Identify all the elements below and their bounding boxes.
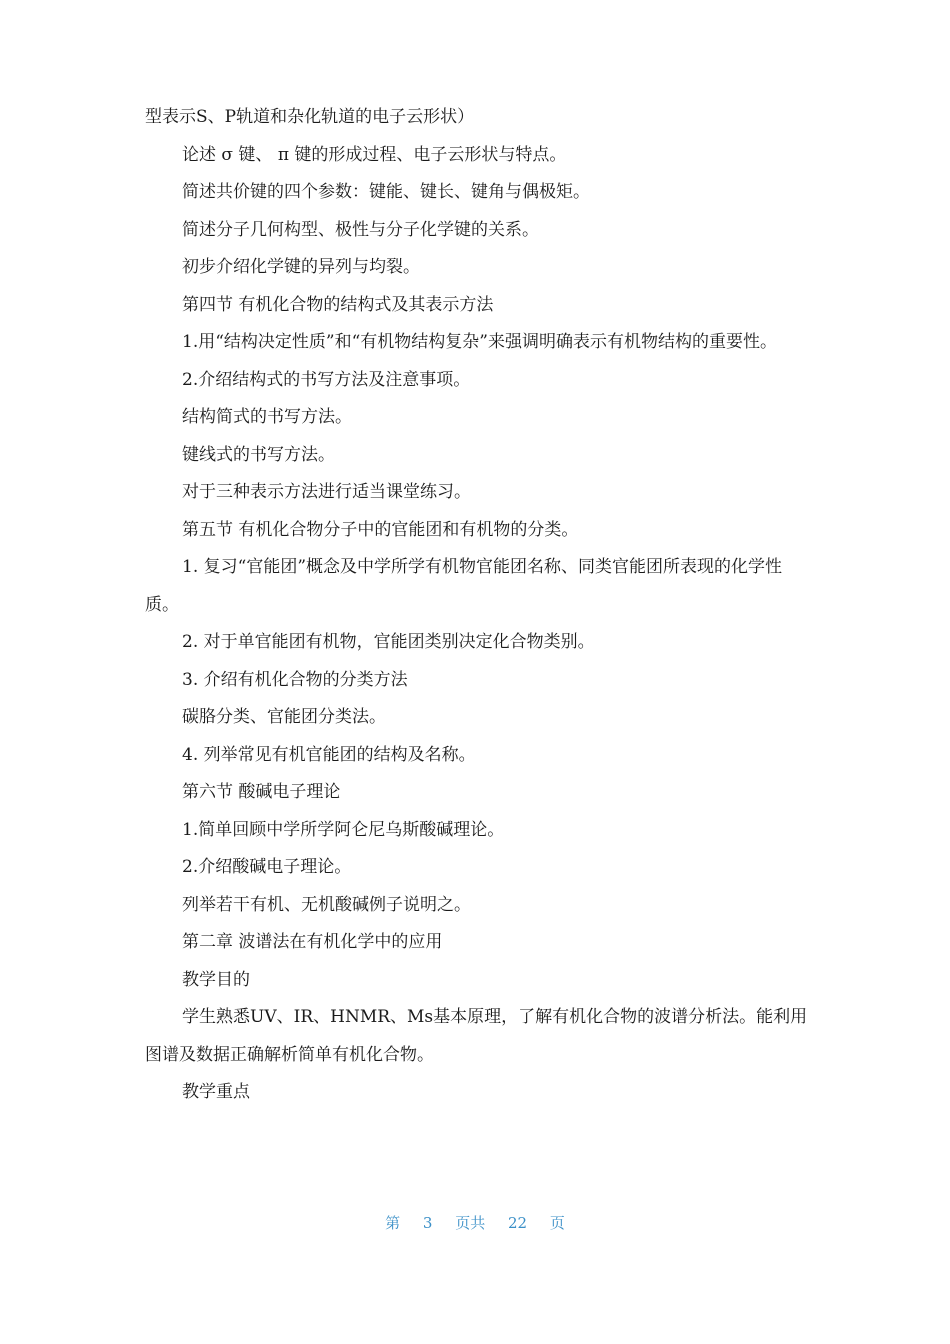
total-page-count: 22 [508, 1214, 528, 1232]
paragraph-molecular-geometry: 简述分子几何构型、极性与分子化学键的关系。 [182, 219, 539, 240]
paragraph-structure-importance: 1.用“结构决定性质”和“有机物结构复杂”来强调明确表示有机物结构的重要性。 [182, 332, 777, 352]
paragraph-covalent-bond-parameters: 简述共价键的四个参数：键能、键长、键角与偶极矩。 [182, 182, 590, 202]
paragraph-classification-methods: 3. 介绍有机化合物的分类方法 [182, 669, 408, 690]
section-heading-5: 第五节 有机化合物分子中的官能团和有机物的分类。 [182, 519, 579, 540]
teaching-focus-heading: 教学重点 [182, 1082, 250, 1102]
paragraph-condensed-formula: 结构简式的书写方法。 [182, 407, 352, 427]
paragraph-bond-cleavage: 初步介绍化学键的异列与均裂。 [182, 257, 420, 277]
paragraph-orbital-shapes: 型表示S、P轨道和杂化轨道的电子云形状） [145, 107, 475, 127]
paragraph-acid-base-examples: 列举若干有机、无机酸碱例子说明之。 [182, 894, 471, 915]
footer-prefix: 第 [385, 1214, 401, 1232]
footer-middle: 页共 [455, 1214, 486, 1232]
paragraph-structural-formula: 2.介绍结构式的书写方法及注意事项。 [182, 369, 471, 390]
current-page-number: 3 [422, 1214, 433, 1232]
paragraph-functional-group-review: 1. 复习“官能团”概念及中学所学有机物官能团名称、同类官能团所表现的化学性质。 [145, 557, 783, 615]
section-heading-6: 第六节 酸碱电子理论 [182, 782, 341, 802]
paragraph-lewis-acid-base: 2.介绍酸碱电子理论。 [182, 857, 352, 877]
paragraph-skeletal-formula: 键线式的书写方法。 [182, 444, 335, 465]
paragraph-single-functional-group: 2. 对于单官能团有机物，官能团类别决定化合物类别。 [182, 632, 595, 652]
paragraph-sigma-pi-bonds: 论述 σ 键、 π 键的形成过程、电子云形状与特点。 [182, 144, 567, 165]
chapter-heading-2: 第二章 波谱法在有机化学中的应用 [182, 932, 443, 952]
paragraph-teaching-objectives: 学生熟悉UV、IR、HNMR、Ms基本原理，了解有机化合物的波谱分析法。能利用图谱及数据正确解析简单有机化合物。 [145, 1007, 808, 1065]
section-heading-4: 第四节 有机化合物的结构式及其表示方法 [182, 294, 494, 315]
paragraph-common-functional-groups: 4. 列举常见有机官能团的结构及名称。 [182, 744, 476, 765]
document-body [145, 99, 810, 1112]
page-number-footer [0, 1212, 950, 1233]
paragraph-arrhenius-review: 1.简单回顾中学所学阿仑尼乌斯酸碱理论。 [182, 819, 505, 840]
paragraph-classroom-practice: 对于三种表示方法进行适当课堂练习。 [182, 482, 471, 502]
footer-suffix: 页 [549, 1214, 565, 1232]
teaching-objectives-heading: 教学目的 [182, 969, 250, 990]
paragraph-carbon-skeleton-classification: 碳胳分类、官能团分类法。 [182, 707, 386, 727]
